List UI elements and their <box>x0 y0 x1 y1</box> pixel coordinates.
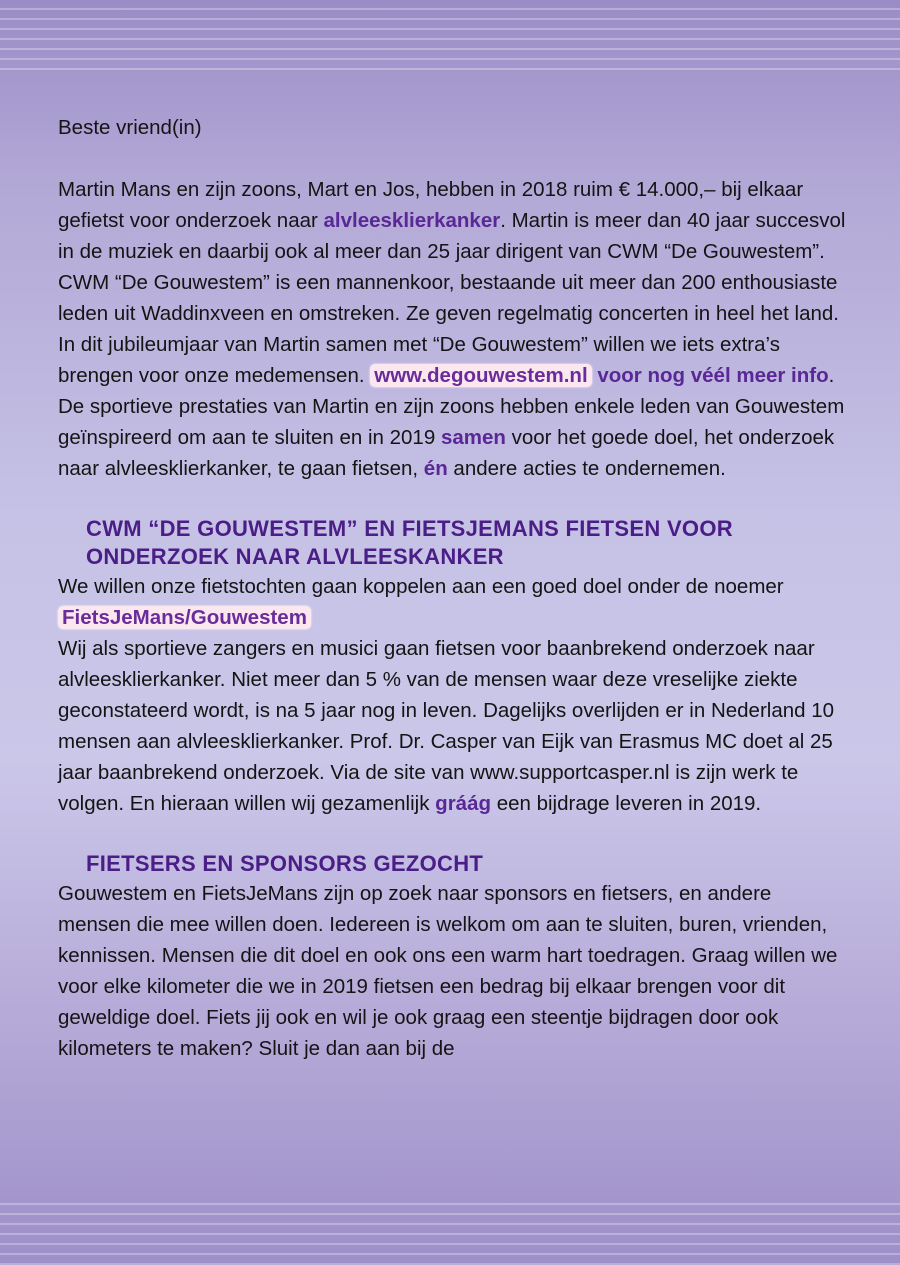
fietsjemans-badge: FietsJeMans/Gouwestem <box>58 606 311 629</box>
top-stripes-decoration <box>0 0 900 70</box>
more-info-text: voor nog véél meer info <box>597 364 829 387</box>
section2-paragraph: Gouwestem en FietsJeMans zijn op zoek naar sponsors en fietsers, en andere mensen die mee willen doen. Iedereen is welkom om aan te sluiten, buren, vrienden, kennissen. Mensen die dit doel en ook ons een warm hart toedragen. Graag willen we voor elke kilometer die we in 2019 fietsen een bedrag bij elkaar brengen voor dit geweldige doel. Fiets jij ook en wil je ook graag een steentje bijdragen door ook kilometers te maken? Sluit je dan aan bij de <box>58 882 838 1060</box>
section1-heading <box>58 515 848 571</box>
intro-paragraph <box>58 174 848 484</box>
intro-text-1: Martin Mans en zijn zoons, Mart en Jos, hebben in 2018 ruim € 14.000,– bij elkaar gefietst voor onderzoek naar <box>58 178 804 232</box>
website-link[interactable]: www.degouwestem.nl <box>370 364 591 387</box>
intro-text-5: andere acties te ondernemen. <box>447 457 726 480</box>
section1-heading-line2: ONDERZOEK NAAR ALVLEESKANKER <box>86 544 504 569</box>
section1-text-1: We willen onze fietstochten gaan koppelen aan een goed doel onder de noemer <box>58 575 784 598</box>
highlight-en: én <box>423 457 448 480</box>
section1-heading-line1: CWM “DE GOUWESTEM” EN FIETSJEMANS FIETSEN VOOR <box>86 516 733 541</box>
section1-text-2: Wij als sportieve zangers en musici gaan fietsen voor baanbrekend onderzoek naar alvleesklierkanker. Niet meer dan 5 % van de mensen waar deze vreselijke ziekte geconstateerd wordt, is na 5 jaar nog in leven. Dagelijks overlijden er in Nederland 10 mensen aan alvleesklierkanker. Prof. Dr. Casper van Eijk van Erasmus MC doet al 25 jaar baanbrekend onderzoek. Via de site van www.supportcasper.nl is zijn werk te volgen. En hieraan willen wij gezamenlijk <box>58 637 835 815</box>
greeting: Beste vriend(in) <box>58 116 202 139</box>
intro-text-3: . De sportieve prestaties van Martin en zijn zoons hebben enkele leden van Gouwestem geïnspireerd om aan te sluiten en in 2019 <box>58 364 845 449</box>
bottom-stripes-decoration <box>0 1195 900 1265</box>
section2-heading: FIETSERS EN SPONSORS GEZOCHT <box>86 851 484 876</box>
intro-text-4: voor het goede doel, het onderzoek naar alvleesklierkanker, te gaan fietsen, <box>58 426 835 480</box>
highlight-alvleesklierkanker: alvleesklierkanker <box>323 209 501 232</box>
section1-text-3: een bijdrage leveren in 2019. <box>491 792 762 815</box>
intro-text-2: . Martin is meer dan 40 jaar succesvol in de muziek en daarbij ook al meer dan 25 jaar dirigent van CWM “De Gouwestem”. CWM “De Gouwestem” is een mannenkoor, bestaande uit meer dan 200 enthousiaste leden uit Waddinxveen en omstreken. Ze geven regelmatig concerten in heel het land. In dit jubileumjaar van Martin samen met “De Gouwestem” willen we iets extra’s brengen voor onze medemensen. <box>58 209 846 387</box>
highlight-samen: samen <box>440 426 506 449</box>
highlight-graag: gráág <box>435 792 491 815</box>
section1-paragraph <box>58 571 848 819</box>
letter-body <box>58 112 848 1064</box>
